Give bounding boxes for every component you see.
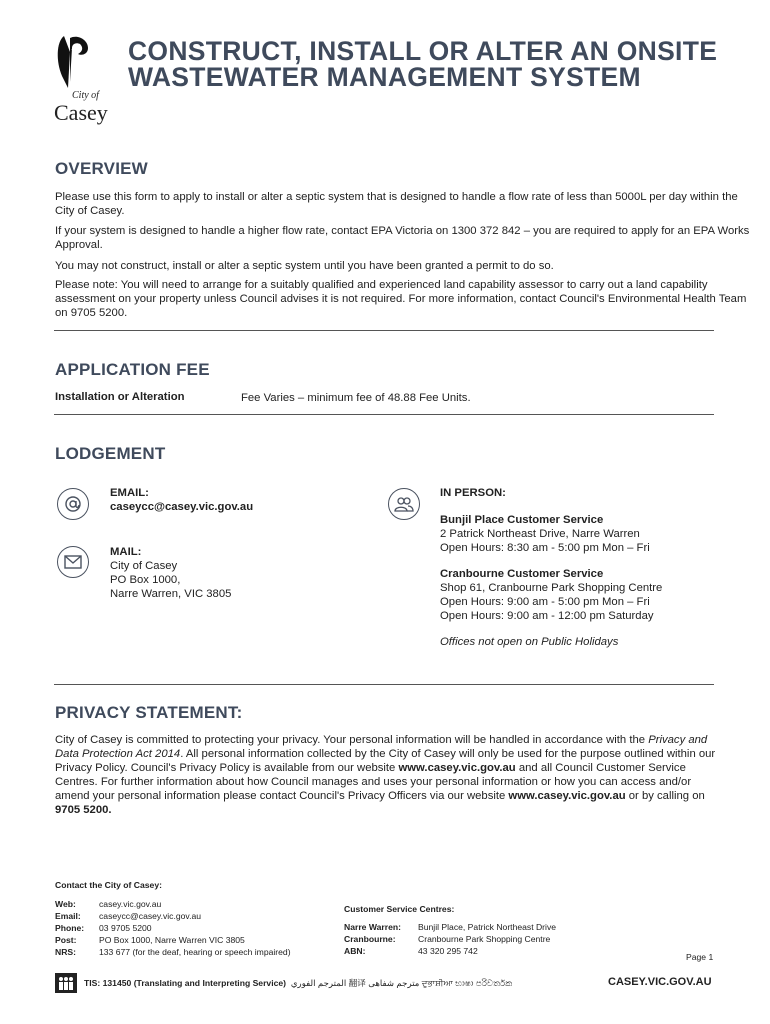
fee-heading: APPLICATION FEE [55,360,210,379]
contact-row: Phone: 03 9705 5200 [55,923,152,933]
overview-heading: OVERVIEW [55,159,148,178]
centres-list [344,921,556,957]
overview-p1: Please use this form to apply to install or alter a septic system that is designed to handle a flow rate of less than 5000L per day within the City of Casey. [55,191,738,217]
city-of-casey-logo [52,32,116,124]
cranbourne-line: Shop 61, Cranbourne Park Shopping Centre [440,582,663,594]
lodgement-heading: LODGEMENT [55,444,166,463]
bunjil-title: Bunjil Place Customer Service [440,514,604,526]
divider [54,684,714,685]
cranbourne-line: Open Hours: 9:00 am - 12:00 pm Saturday [440,610,654,622]
page-number: Page 1 [686,952,714,962]
tis-line: TIS: 131450 (Translating and Interpreting Service) المترجم الفوري 翻译 مترجم شفاهی ਦੁਭਾਸ਼ੀਆ භාෂා පරිවර්තක [84,978,513,988]
email-link[interactable]: caseycc@casey.vic.gov.au [110,501,254,513]
centre-row: Cranbourne: Cranbourne Park Shopping Centre [344,934,551,944]
divider [54,330,714,331]
holiday-note: Offices not open on Public Holidays [440,636,619,648]
contact-row: Post: PO Box 1000, Narre Warren VIC 3805 [55,935,245,945]
contact-row: NRS: 133 677 (for the deaf, hearing or speech impaired) [55,947,291,957]
fee-label: Installation or Alteration [55,391,185,403]
mail-label: MAIL: [110,546,142,558]
contact-list [55,898,291,958]
website-link[interactable]: CASEY.VIC.GOV.AU [608,976,712,988]
cranbourne-line: Open Hours: 9:00 am - 5:00 pm Mon – Fri [440,596,650,608]
people-icon [388,488,420,520]
contact-row: Email: caseycc@casey.vic.gov.au [55,911,202,921]
mail-line: City of Casey [110,560,178,572]
logo-line2: Casey [54,100,108,125]
fee-value: Fee Varies – minimum fee of 48.88 Fee Units. [241,392,471,404]
bunjil-line: 2 Patrick Northeast Drive, Narre Warren [440,528,640,540]
contact-heading: Contact the City of Casey: [55,880,162,890]
mail-line: Narre Warren, VIC 3805 [110,588,232,600]
page-title: CONSTRUCT, INSTALL OR ALTER AN ONSITE WASTEWATER MANAGEMENT SYSTEM [128,36,718,92]
centres-heading: Customer Service Centres: [344,904,455,914]
mail-line: PO Box 1000, [110,574,181,586]
overview-p4: Please note: You will need to arrange for a suitably qualified and experienced land capability assessor to carry out a land capability assessment on your property unless Council advises it is not required. For more information, contact Council's Environmental Health Team on 9705 5200. [55,279,747,319]
privacy-website-link[interactable]: www.casey.vic.gov.au [398,762,516,774]
overview-p2: If your system is designed to handle a higher flow rate, contact EPA Victoria on 1300 372 842 – you are required to apply for an EPA Works Approval. [55,225,750,251]
logo-line1: City of [72,90,99,101]
email-icon [57,488,89,520]
bunjil-line: Open Hours: 8:30 am - 5:00 pm Mon – Fri [440,542,650,554]
privacy-text: City of Casey is committed to protecting your privacy. Your personal information will be handled in accordance with the Privacy and Data Protection Act 2014. All personal information collected by the City of Casey will only be used for the purpose outlined within our Privacy Policy. Council's Privacy Policy is available from our website www.casey.vic.gov.au and all Council Customer Service Centres. For further information about how Council manages and uses your personal information or how you can access and/or amend your personal information please contact Council's Privacy Officers via our website www.casey.vic.gov.au or by calling on 9705 5200. [55,734,716,816]
inperson-label: IN PERSON: [440,487,506,499]
mail-icon [57,546,89,578]
overview-p3: You may not construct, install or alter a septic system until you have been granted a permit to do so. [55,260,554,272]
divider [54,414,714,415]
cranbourne-title: Cranbourne Customer Service [440,568,604,580]
centre-row: ABN: 43 320 295 742 [344,946,478,956]
centre-row: Narre Warren: Bunjil Place, Patrick Northeast Drive [344,922,557,932]
email-label: EMAIL: [110,487,149,499]
contact-row: Web: casey.vic.gov.au [55,899,162,909]
tis-icon [55,973,77,993]
privacy-website-link[interactable]: www.casey.vic.gov.au [508,790,626,802]
privacy-heading: PRIVACY STATEMENT: [55,703,243,722]
